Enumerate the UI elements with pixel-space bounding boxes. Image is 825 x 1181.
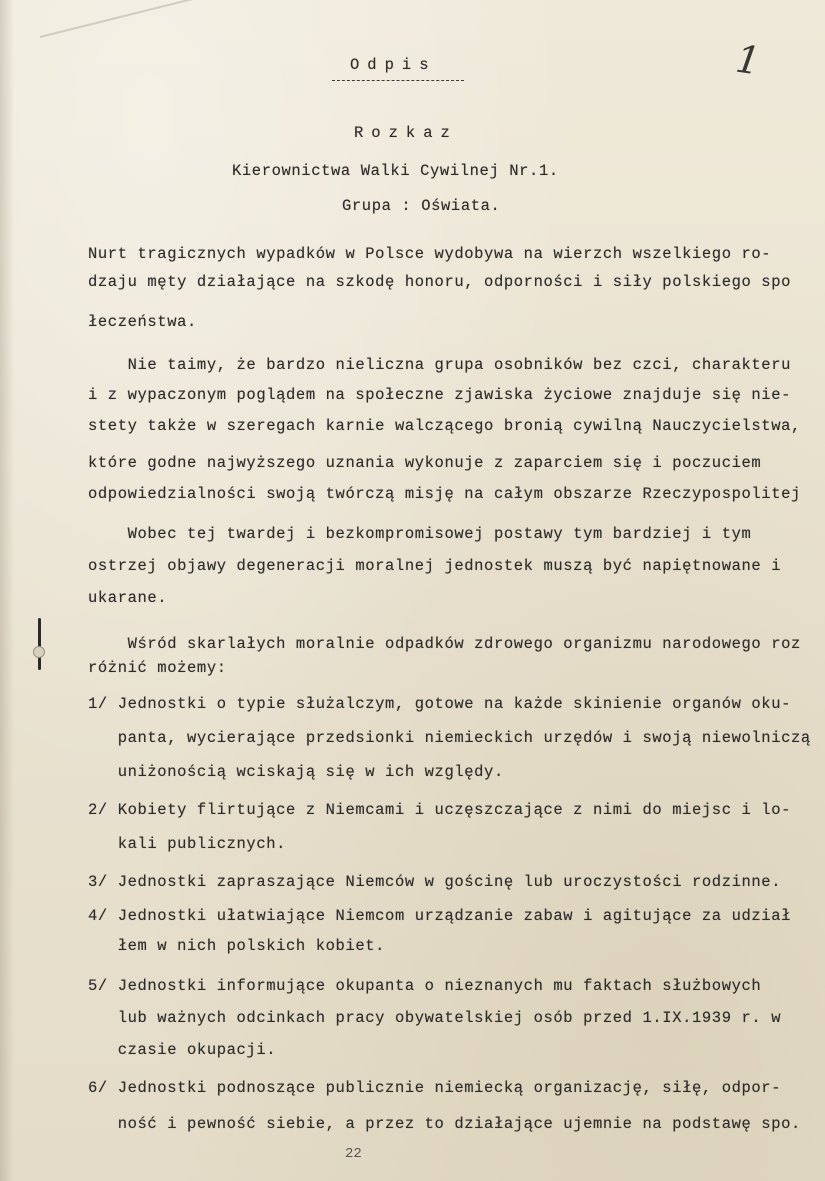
bottom-page-mark: 22 — [345, 1146, 362, 1162]
document-title: Odpis — [350, 56, 437, 74]
handwritten-page-number: 1 — [733, 36, 764, 84]
punch-hole — [33, 646, 45, 658]
body-line: i z wypaczonym poglądem na społeczne zjawiska życiowe znajduje się nie- — [88, 386, 792, 404]
body-line: 6/ Jednostki podnoszące publicznie niemiecką organizację, siłę, odpor- — [88, 1079, 782, 1097]
body-line: kali publicznych. — [88, 835, 287, 853]
paper-fold-crease — [40, 0, 205, 38]
body-line: Nie taimy, że bardzo nieliczna grupa osobników bez czci, charakteru — [88, 356, 792, 374]
heading-group: Grupa : Oświata. — [342, 197, 501, 215]
body-line: które godne najwyższego uznania wykonuje z zaparciem się i poczuciem — [88, 454, 762, 472]
body-line: łem w nich polskich kobiet. — [88, 937, 386, 955]
title-underline — [332, 80, 464, 81]
body-line: odpowiedzialności swoją twórczą misję na całym obszarze Rzeczypospolitej — [88, 485, 801, 503]
body-line: 3/ Jednostki zapraszające Niemców w gościnę lub uroczystości rodzinne. — [88, 873, 782, 891]
body-line: czasie okupacji. — [88, 1041, 277, 1059]
body-line: 2/ Kobiety flirtujące z Niemcami i uczęszczające z nimi do miejsc i lo- — [88, 801, 792, 819]
body-line: Wśród skarlałych moralnie odpadków zdrowego organizmu narodowego roz — [88, 635, 801, 653]
body-line: panta, wycierające przedsionki niemieckich urzędów i swoją niewolniczą — [88, 729, 811, 747]
body-line: łeczeństwa. — [88, 313, 197, 331]
body-line: 4/ Jednostki ułatwiające Niemcom urządzanie zabaw i agitujące za udział — [88, 907, 792, 925]
body-line: Nurt tragicznych wypadków w Polsce wydobywa na wierzch wszelkiego ro- — [88, 245, 772, 263]
body-line: 5/ Jednostki informujące okupanta o nieznanych mu faktach służbowych — [88, 977, 762, 995]
body-line: dzaju męty działające na szkodę honoru, odporności i siły polskiego spo — [88, 273, 792, 291]
heading-directorate: Kierownictwa Walki Cywilnej Nr.1. — [232, 162, 559, 180]
body-line: ność i pewność siebie, a przez to działające ujemnie na podstawę spo. — [88, 1115, 801, 1133]
body-line: lub ważnych odcinkach pracy obywatelskiej osób przed 1.IX.1939 r. w — [88, 1009, 782, 1027]
body-line: stety także w szeregach karnie walczącego bronią cywilną Nauczycielstwa, — [88, 417, 801, 435]
body-line: różnić możemy: — [88, 659, 227, 677]
body-line: 1/ Jednostki o typie służalczym, gotowe na każde skinienie organów oku- — [88, 695, 792, 713]
heading-order: Rozkaz — [354, 124, 458, 142]
body-line: ostrzej objawy degeneracji moralnej jednostek muszą być napiętnowane i — [88, 557, 782, 575]
body-line: ukarane. — [88, 589, 168, 607]
body-line: Wobec tej twardej i bezkompromisowej postawy tym bardziej i tym — [88, 525, 752, 543]
body-line: uniżonością wciskają się w ich względy. — [88, 763, 504, 781]
binding-mark — [38, 618, 41, 670]
